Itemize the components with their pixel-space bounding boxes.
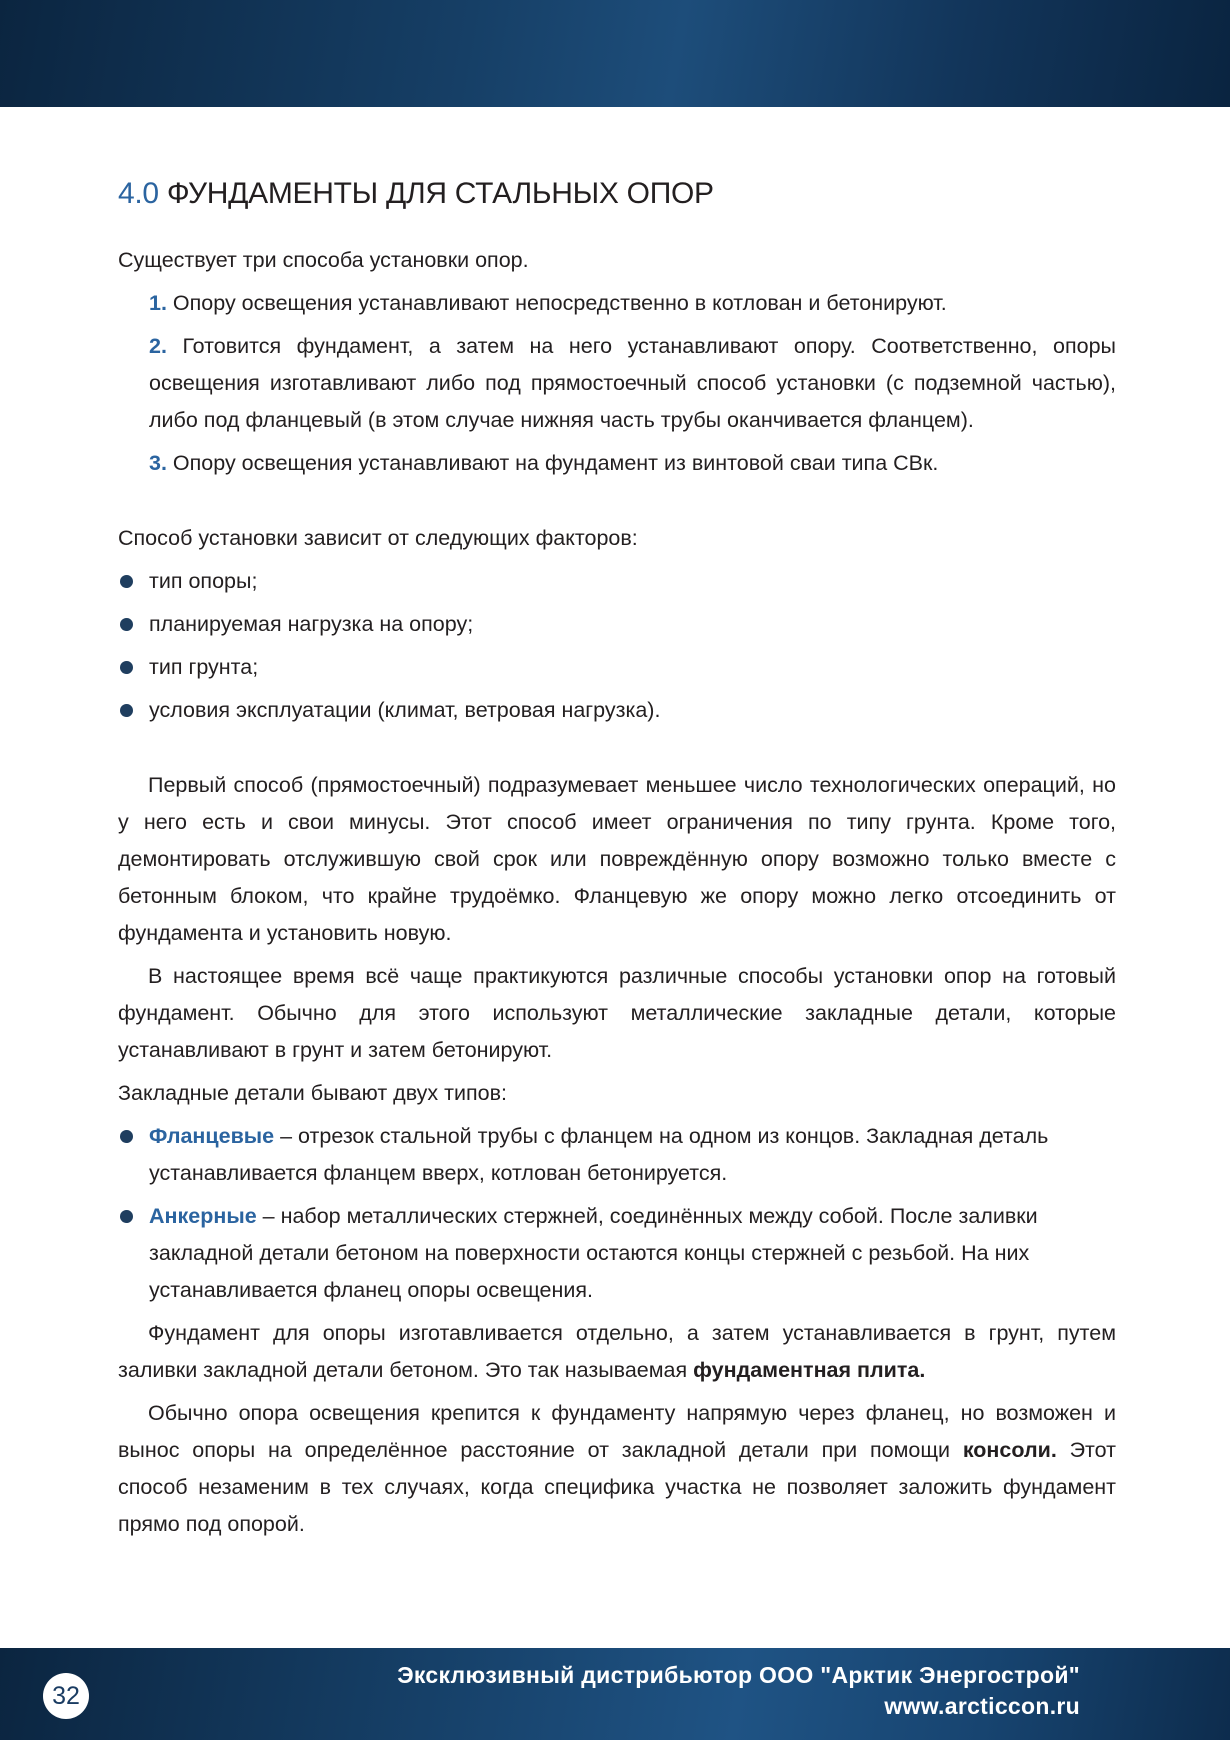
footer-info: [397, 1660, 1080, 1722]
factor-item: [118, 692, 1116, 729]
factor-text: планируемая нагрузка на опору;: [149, 612, 474, 636]
method-item: [118, 285, 1116, 322]
section-number: 4.0: [118, 177, 159, 210]
type-text: – отрезок стальной трубы с фланцем на одном из концов. Закладная деталь устанавливается фланцем вверх, котлован бетонируется.: [149, 1124, 1049, 1185]
bold-term: консоли.: [962, 1438, 1057, 1462]
factors-intro: Способ установки зависит от следующих факторов:: [118, 526, 638, 550]
bold-term: фундаментная плита.: [693, 1358, 926, 1382]
bullet-icon: [120, 575, 133, 588]
page-number: 32: [43, 1673, 89, 1719]
factor-text: тип опоры;: [149, 569, 258, 593]
method-item: [118, 445, 1116, 482]
bullet-icon: [120, 661, 133, 674]
paragraph-text: Фундамент для опоры изготавливается отдельно, а затем устанавливается в грунт, путем заливки закладной детали бетоном. Это так называемая: [118, 1321, 1116, 1382]
types-intro: Закладные детали бывают двух типов:: [118, 1081, 507, 1105]
type-item-flange: [118, 1118, 1116, 1192]
factor-item: [118, 606, 1116, 643]
factor-item: [118, 563, 1116, 600]
method-number: 2.: [149, 334, 167, 358]
method-text: Готовится фундамент, а затем на него устанавливают опору. Соответственно, опоры освещения изготавливают либо под прямостоечный способ установки (с подземной частью), либо под фланцевый (в этом случае нижняя часть трубы оканчивается фланцем).: [149, 334, 1116, 432]
factor-item: [118, 649, 1116, 686]
section-title: [118, 172, 1116, 216]
intro-text: Существует три способа установки опор.: [118, 248, 529, 272]
header-band: [0, 0, 1230, 107]
type-item-anchor: [118, 1198, 1116, 1309]
paragraph-console: [118, 1395, 1116, 1543]
method-text: Опору освещения устанавливают на фундамент из винтовой сваи типа СВк.: [172, 451, 939, 475]
bullet-icon: [120, 618, 133, 631]
distributor-text: Эксклюзивный дистрибьютор ООО "Арктик Энергострой": [397, 1662, 1080, 1688]
method-number: 1.: [149, 291, 167, 315]
website-link[interactable]: www.arcticcon.ru: [884, 1693, 1080, 1719]
method-text: Опору освещения устанавливают непосредственно в котлован и бетонируют.: [172, 291, 947, 315]
paragraph-first-method: Первый способ (прямостоечный) подразумевает меньшее число технологических операций, но у него есть и свои минусы. Этот способ имеет ограничения по типу грунта. Кроме того, демонтировать отслужившую свой срок или повреждённую опору возможно только вместе с бетонным блоком, что крайне трудоёмко. Фланцевую же опору можно легко отсоединить от фундамента и установить новую.: [118, 773, 1116, 945]
type-text: – набор металлических стержней, соединённых между собой. После заливки закладной детали бетоном на поверхности остаются концы стержней с резьбой. На них устанавливается фланец опоры освещения.: [149, 1204, 1038, 1302]
method-number: 3.: [149, 451, 167, 475]
bullet-icon: [120, 1210, 133, 1223]
method-item: [118, 328, 1116, 439]
paragraph-text: Обычно опора освещения крепится к фундаменту напрямую через фланец, но возможен и вынос опоры на определённое расстояние от закладной детали при помощи: [118, 1401, 1116, 1462]
bullet-icon: [120, 1130, 133, 1143]
type-term: Фланцевые: [149, 1124, 275, 1148]
paragraph-current-practice: В настоящее время всё чаще практикуются различные способы установки опор на готовый фундамент. Обычно для этого используют металлические закладные детали, которые устанавливают в грунт и затем бетонируют.: [118, 964, 1116, 1062]
bullet-icon: [120, 704, 133, 717]
paragraph-foundation-plate: [118, 1315, 1116, 1389]
type-term: Анкерные: [149, 1204, 257, 1228]
paragraph-text-after: Этот способ незаменим в тех случаях, когда специфика участка не позволяет заложить фундамент прямо под опорой.: [118, 1438, 1116, 1536]
page-content: [118, 172, 1116, 1543]
factor-text: тип грунта;: [149, 655, 259, 679]
factor-text: условия эксплуатации (климат, ветровая нагрузка).: [149, 698, 661, 722]
section-title-text: ФУНДАМЕНТЫ ДЛЯ СТАЛЬНЫХ ОПОР: [166, 177, 714, 210]
